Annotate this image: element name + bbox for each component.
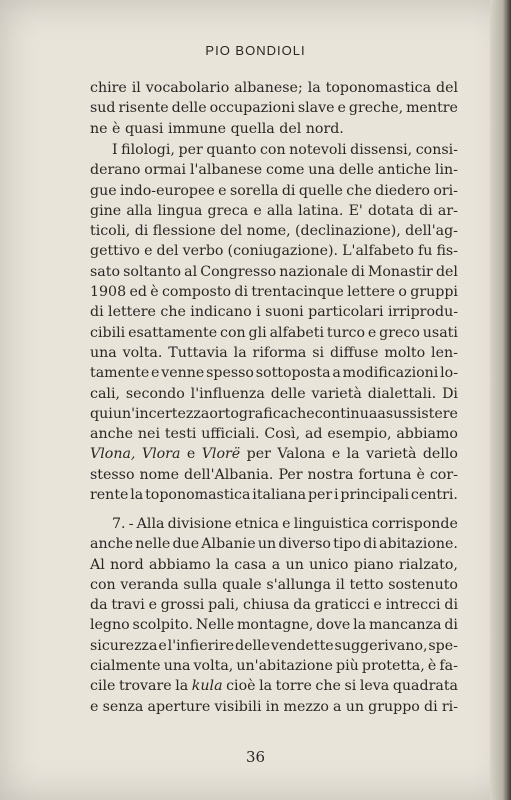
word: varietà [366, 446, 417, 463]
word: dello [422, 446, 458, 463]
word: Valona [277, 446, 326, 463]
word: la [259, 678, 273, 695]
word: e [90, 698, 99, 715]
word: particolari [308, 304, 384, 321]
word: vocabolario [145, 80, 230, 96]
text-line-with-italics [90, 676, 458, 696]
word: e [337, 100, 346, 117]
word: nazionale [279, 263, 348, 280]
word: a [271, 556, 281, 573]
word: di [444, 597, 458, 614]
word: turco [326, 324, 365, 341]
word: Per [278, 466, 303, 483]
word: (declinazione), [295, 223, 401, 240]
word: abbiamo [396, 426, 458, 443]
word: indo-europee [119, 182, 215, 199]
word: sussistere [385, 405, 458, 422]
word: è [427, 658, 437, 675]
word: la [175, 678, 189, 695]
word: linguistica [293, 516, 369, 532]
word: nei [137, 426, 160, 443]
word: intrecci [385, 597, 441, 614]
word: notevoli [289, 142, 347, 158]
word: tipo [333, 536, 362, 553]
word: nord [110, 556, 144, 573]
word: il [131, 80, 141, 96]
word: greca [207, 202, 249, 219]
word: sostenuto [388, 576, 458, 593]
text-line [90, 323, 458, 343]
word: la [130, 487, 144, 504]
word: irriprodu- [387, 304, 458, 321]
word: di [419, 202, 433, 219]
word: si [344, 678, 357, 695]
word: ticoli, [90, 223, 131, 240]
word: casa [234, 556, 267, 573]
word: la [353, 617, 367, 634]
word: di [444, 617, 458, 634]
word: ormai [144, 162, 187, 179]
word: rialzato, [398, 556, 458, 573]
word: lettere [108, 304, 156, 321]
word: modificazioni [342, 365, 439, 382]
word: e [253, 202, 262, 219]
word: e [282, 516, 291, 532]
word: e [144, 243, 153, 260]
word: qui [90, 405, 113, 422]
word: lingua [157, 202, 203, 219]
word: I [112, 142, 118, 158]
word: fu [417, 243, 433, 260]
word: travi [111, 597, 145, 614]
word: che [346, 182, 372, 199]
word: al [184, 263, 198, 280]
word: varietà [311, 385, 362, 402]
word: Alla [136, 516, 165, 532]
word: chire [90, 80, 127, 96]
word: un'incertezza [112, 405, 210, 422]
text-line [90, 555, 458, 575]
word: Così, [264, 426, 301, 443]
word: diedero [375, 182, 430, 199]
word: toponomastica [145, 487, 251, 504]
word: fortuna [358, 466, 412, 483]
word: delle [235, 637, 270, 654]
word: quale [222, 576, 262, 593]
page-spine-shadow [490, 0, 511, 800]
word: quadrata [392, 678, 458, 695]
word: e [151, 365, 160, 382]
word: ufficiali. [201, 426, 260, 443]
text-line [90, 181, 458, 201]
word: len- [431, 344, 458, 361]
word: spesso [206, 365, 254, 382]
word: etnica [234, 516, 280, 532]
word: e [158, 637, 167, 654]
text-line [90, 98, 458, 118]
word: esempio, [327, 426, 392, 443]
word: Albanie [201, 536, 256, 553]
word: l'infierire [167, 637, 235, 654]
word: esattamente [128, 324, 218, 341]
word: unico [309, 556, 349, 573]
word: leva [359, 678, 390, 695]
word: greco [379, 324, 420, 341]
text-line [90, 615, 458, 635]
word: Tuttavia [168, 344, 228, 361]
word: cioè [226, 678, 256, 695]
word: dell'ag- [405, 223, 458, 240]
word: un'abitazione [236, 658, 333, 675]
word: la [307, 80, 321, 96]
word: Monastir [367, 263, 433, 280]
text-line [90, 302, 458, 322]
word: nome [139, 466, 180, 483]
word: ed [129, 284, 147, 301]
word: di [281, 182, 296, 199]
word: continua [314, 405, 378, 422]
word: che [289, 405, 315, 422]
word: la [233, 344, 247, 361]
word: alla [266, 202, 293, 219]
word: ad [304, 426, 323, 443]
word: dissensi, [350, 142, 413, 158]
word: soltanto [123, 263, 182, 280]
word: un [257, 536, 277, 553]
text-line [90, 140, 458, 160]
word: veranda [120, 576, 179, 593]
word: e [148, 597, 158, 614]
word: sorella [229, 182, 279, 199]
text-line [90, 465, 458, 485]
word: volta, [193, 658, 234, 675]
word: lin- [434, 162, 458, 179]
word: legno [90, 617, 130, 634]
text-line [90, 534, 458, 554]
word: del [435, 263, 458, 280]
word: italiana [252, 487, 307, 504]
word: anche [90, 426, 134, 443]
word: e [367, 324, 377, 341]
word: 7. [112, 516, 126, 532]
word: delle [171, 100, 207, 117]
text-line: ne è quasi immune quella del nord. [90, 120, 344, 137]
word: 1908 [90, 284, 127, 301]
word: delle [338, 162, 374, 179]
word: rente [90, 487, 129, 504]
word: nome, [246, 223, 291, 240]
word: stesso [90, 466, 135, 483]
running-head: PIO BONDIOLI [205, 43, 306, 58]
word: l'albanese [189, 162, 263, 179]
word: principali [340, 487, 410, 504]
word: toponomastica [325, 80, 432, 96]
word: cibili [90, 324, 126, 341]
text-line [90, 363, 458, 383]
word: centri. [410, 487, 458, 504]
word: usati [422, 324, 458, 341]
word: E' [348, 202, 363, 219]
word: gettivo [90, 243, 140, 260]
word: sulla [183, 576, 218, 593]
word: del [435, 80, 458, 96]
word: visibili [214, 698, 262, 715]
word: sottoposta [255, 365, 331, 382]
word: del [220, 223, 243, 240]
word: nostra [307, 466, 354, 483]
text-line [90, 514, 458, 534]
word: chiusa [243, 597, 290, 614]
text-line [90, 575, 458, 595]
word: per [307, 487, 333, 504]
word: un [345, 698, 364, 715]
text-line [90, 201, 458, 221]
word: volta. [122, 344, 163, 361]
text-line [90, 424, 458, 444]
word: antiche [377, 162, 432, 179]
word: sud [90, 100, 116, 117]
word: cor- [429, 466, 458, 483]
word: che [315, 678, 341, 695]
word: flessione [152, 223, 216, 240]
word: grossi [160, 597, 205, 614]
word: consi- [415, 142, 458, 158]
word: gruppi [410, 284, 458, 301]
word: Nelle [195, 617, 235, 634]
italic-word: Vlona, [90, 446, 136, 463]
word: alfabeti [269, 324, 325, 341]
italic-word: Vlorë [201, 446, 241, 463]
word: pali, [208, 597, 240, 614]
word: alla [126, 202, 153, 219]
word: abbiamo [149, 556, 211, 573]
word: composto [161, 284, 232, 301]
word: e [373, 597, 382, 614]
word: in [265, 698, 280, 715]
word: il [335, 576, 345, 593]
word: diffuse [329, 344, 379, 361]
word: la [215, 556, 229, 573]
text-line [90, 78, 458, 98]
word: tetto [349, 576, 384, 593]
word: del [156, 243, 179, 260]
word: a [332, 365, 341, 382]
word: testi [164, 426, 197, 443]
text-line [90, 485, 458, 505]
word: con [90, 576, 116, 593]
word: secondo [125, 385, 185, 402]
word: da [293, 597, 311, 614]
text-line [90, 160, 458, 180]
word: gruppo [368, 698, 420, 715]
word: ar- [437, 202, 458, 219]
word: filologi, [121, 142, 175, 158]
word: risente [118, 100, 169, 117]
word: quanto [206, 142, 257, 158]
text-line [90, 241, 458, 261]
paragraph-1 [90, 78, 458, 139]
word: per [246, 446, 271, 463]
word: due [172, 536, 200, 553]
word: di [351, 263, 365, 280]
word: venne [161, 365, 205, 382]
word: mentre [406, 100, 458, 117]
word: scolpito. [132, 617, 193, 634]
word: con [220, 324, 246, 341]
word: da [90, 597, 108, 614]
word: greche, [348, 100, 404, 117]
text-line [90, 656, 458, 676]
word: con [259, 142, 286, 158]
word: trovare [118, 678, 172, 695]
word: mezzo [283, 698, 329, 715]
text-line [90, 384, 458, 404]
word: una [308, 162, 336, 179]
text-line [90, 262, 458, 282]
word: cialmente [90, 658, 161, 675]
word: abitazione. [379, 536, 458, 553]
word: occupazioni [209, 100, 295, 117]
word: trentacinque [251, 284, 344, 301]
word: dove [316, 617, 351, 634]
word: di [234, 284, 249, 301]
word: latina. [298, 202, 344, 219]
word: verbo [182, 243, 224, 260]
word: nelle [135, 536, 171, 553]
word: per [178, 142, 203, 158]
word: di [90, 304, 104, 321]
word: sicurezza [90, 637, 158, 654]
word: mancanza [368, 617, 442, 634]
word: vendette [270, 637, 334, 654]
word: suggerivano, [334, 637, 428, 654]
word: di [363, 536, 377, 553]
word: e [218, 182, 227, 199]
text-line [90, 404, 458, 424]
word: a [377, 405, 386, 422]
word: aperture [147, 698, 211, 715]
word: tamente [90, 365, 150, 382]
word: protetta, [361, 658, 425, 675]
word: spe- [428, 637, 458, 654]
word: ortografica [209, 405, 290, 422]
word: riforma [252, 344, 307, 361]
word: torre [275, 678, 312, 695]
word: cile [90, 678, 116, 695]
word: molto [384, 344, 426, 361]
word: derano [90, 162, 141, 179]
word: lo- [440, 365, 458, 382]
word: è [416, 466, 425, 483]
word: cali, [90, 385, 120, 402]
word: diverso [278, 536, 331, 553]
word: Al [90, 556, 105, 573]
paragraph-2 [90, 140, 458, 505]
word: i [334, 487, 339, 504]
word: la [346, 446, 360, 463]
paragraph-3 [90, 514, 458, 717]
word: sato [90, 263, 120, 280]
word: fis- [436, 243, 458, 260]
word: di [424, 698, 438, 715]
word: e [331, 446, 341, 463]
word: ori- [433, 182, 458, 199]
word: senza [102, 698, 144, 715]
word: è [150, 284, 159, 301]
word: di [134, 223, 149, 240]
word: suoni [265, 304, 304, 321]
word: dotata [367, 202, 414, 219]
word: lettere [347, 284, 396, 301]
text-line [90, 636, 458, 656]
word: che [160, 304, 186, 321]
word: un [285, 556, 304, 573]
word: ri- [441, 698, 458, 715]
word: delle [270, 385, 306, 402]
page-number: 36 [245, 748, 266, 766]
word: dialettali. [367, 385, 437, 402]
italic-word: Vlora [141, 446, 181, 463]
word: o [398, 284, 407, 301]
word: anche [90, 536, 134, 553]
text-line [90, 221, 458, 241]
word: divisione [167, 516, 232, 532]
text-line [90, 282, 458, 302]
word: gue [90, 182, 117, 199]
word: si [312, 344, 325, 361]
text-line-with-italics: Vlona, Vlora e Vlorë per Valona e la varietà dello [90, 444, 458, 464]
word: montagne, [236, 617, 314, 634]
word: una [90, 344, 117, 361]
word: l'influenza [190, 385, 265, 402]
word: indicano [190, 304, 252, 321]
text-line [90, 697, 458, 717]
word: i [256, 304, 261, 321]
word: graticci [314, 597, 370, 614]
word: Di [442, 385, 458, 402]
word: (coniugazione). [227, 243, 339, 260]
italic-word: kula [191, 678, 223, 695]
word: a [333, 698, 342, 715]
word: più [336, 658, 359, 675]
word: dell'Albania. [184, 466, 274, 483]
word: una [163, 658, 191, 675]
text-line [90, 595, 458, 615]
word: Congresso [200, 263, 277, 280]
word: s'allunga [266, 576, 331, 593]
word: albanese; [234, 80, 303, 96]
word: - [128, 516, 134, 532]
word: gli [248, 324, 267, 341]
word: slave [297, 100, 335, 117]
text-line [90, 343, 458, 363]
word: come [266, 162, 305, 179]
word: L'alfabeto [342, 243, 414, 260]
word: piano [353, 556, 394, 573]
word: corrisponde [371, 516, 458, 532]
word: quelle [298, 182, 343, 199]
word: gine [90, 202, 122, 219]
word: fa- [439, 658, 458, 675]
